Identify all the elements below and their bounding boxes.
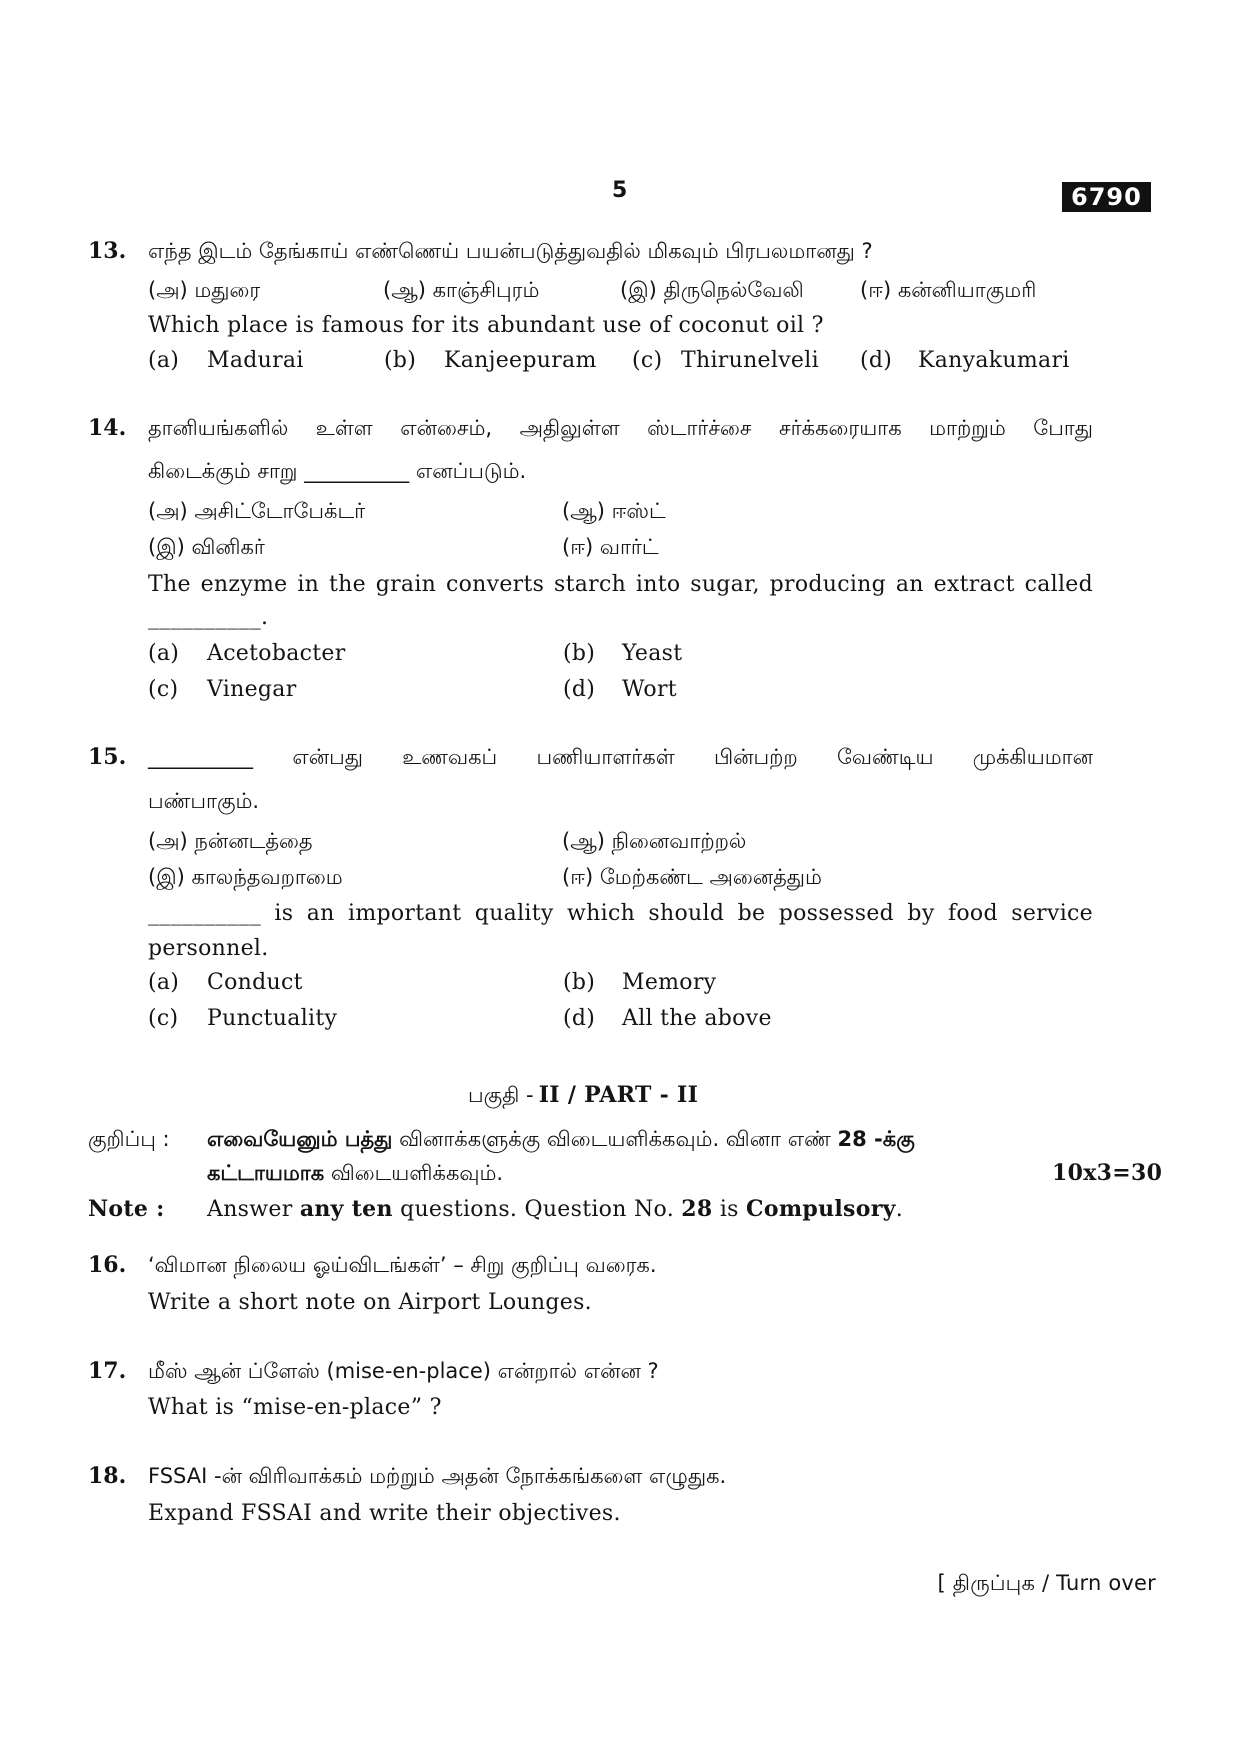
option-letter-c: (c): [632, 348, 663, 373]
question-number: 15.: [88, 744, 127, 770]
option-tamil-b: (ஆ) ஈஸ்ட்: [562, 499, 666, 523]
option-letter-b: (b): [563, 970, 596, 995]
option-tamil-a: (அ) அசிட்டோபேக்டர்: [148, 499, 366, 523]
option-text-a: Madurai: [207, 348, 304, 373]
option-text-b: Memory: [622, 970, 717, 995]
note-text: is: [719, 1197, 739, 1222]
question-number: 13.: [88, 238, 127, 264]
question-text-english-line2: __________.: [148, 605, 269, 630]
option-tamil-c: (இ) காலந்தவறாமை: [148, 865, 343, 889]
turn-over-text: [ திருப்புக / Turn over: [937, 1571, 1156, 1595]
option-letter-a: (a): [148, 641, 180, 666]
question-text-tamil: ‘விமான நிலைய ஓய்விடங்கள்’ – சிறு குறிப்பு வரைக.: [148, 1253, 657, 1277]
question-text-english: Write a short note on Airport Lounges.: [148, 1290, 592, 1315]
option-letter-a: (a): [148, 348, 180, 373]
question-text-english-line2: personnel.: [148, 936, 269, 961]
question-text-tamil: மீஸ் ஆன் ப்ளேஸ் (mise-en-place) என்றால் என்ன ?: [148, 1359, 659, 1383]
option-text-c: Punctuality: [207, 1006, 338, 1031]
note-emphasis: கட்டாயமாக: [207, 1161, 325, 1185]
note-tamil-line2: [207, 1158, 503, 1188]
question-text-english: What is “mise-en-place” ?: [148, 1395, 442, 1420]
option-text-a: Acetobacter: [207, 641, 346, 666]
option-tamil-b: (ஆ) நினைவாற்றல்: [562, 829, 747, 853]
marks-allocation: 10x3=30: [1052, 1160, 1163, 1186]
option-letter-c: (c): [148, 1006, 179, 1031]
option-tamil-c: (இ) திருநெல்வேலி: [620, 278, 804, 302]
option-text-a: Conduct: [207, 970, 303, 995]
question-text-tamil-line1: தானியங்களில் உள்ள என்சைம், அதிலுள்ள ஸ்டார்ச்சை சர்க்கரையாக மாற்றும் போது: [148, 416, 1093, 440]
note-emphasis: any ten: [299, 1196, 393, 1222]
note-tamil-label: குறிப்பு :: [88, 1127, 170, 1151]
question-text-english-line1: __________ is an important quality which should be possessed by food service: [148, 901, 1093, 926]
note-text: questions. Question No.: [400, 1197, 674, 1222]
note-emphasis: Compulsory: [746, 1196, 896, 1222]
note-emphasis: 28: [681, 1196, 713, 1222]
note-tamil-line1: [207, 1124, 915, 1154]
question-text-english: Which place is famous for its abundant use of coconut oil ?: [148, 313, 824, 338]
option-letter-d: (d): [563, 677, 596, 702]
note-english-text: [207, 1194, 903, 1225]
option-tamil-d: (ஈ) கன்னியாகுமரி: [860, 278, 1037, 302]
option-letter-a: (a): [148, 970, 180, 995]
option-tamil-a: (அ) மதுரை: [148, 278, 261, 302]
question-text-english-line1: The enzyme in the grain converts starch into sugar, producing an extract called: [148, 572, 1093, 597]
question-text-english: Expand FSSAI and write their objectives.: [148, 1501, 621, 1526]
option-tamil-a: (அ) நன்னடத்தை: [148, 829, 313, 853]
option-tamil-d: (ஈ) மேற்கண்ட அனைத்தும்: [562, 865, 822, 889]
question-text-tamil-line2: கிடைக்கும் சாறு __________ எனப்படும்.: [148, 459, 527, 483]
note-english-label: Note :: [88, 1196, 165, 1222]
option-letter-b: (b): [384, 348, 417, 373]
note-text: .: [895, 1197, 903, 1222]
question-text-tamil-line2: பண்பாகும்.: [148, 789, 260, 813]
option-tamil-c: (இ) வினிகர்: [148, 535, 265, 559]
note-text: வினாக்களுக்கு விடையளிக்கவும். வினா எண்: [399, 1127, 831, 1151]
turn-over-footer: [938, 1568, 1156, 1598]
question-text-tamil: FSSAI -ன் விரிவாக்கம் மற்றும் அதன் நோக்கங்களை எழுதுக.: [148, 1464, 727, 1488]
question-number: 17.: [88, 1358, 127, 1384]
question-text-tamil-line1: __________ என்பது உணவகப் பணியாளர்கள் பின்பற்ற வேண்டிய முக்கியமான: [148, 745, 1093, 769]
option-text-d: All the above: [622, 1006, 772, 1031]
paper-code-badge: 6790: [1062, 182, 1151, 212]
option-tamil-b: (ஆ) காஞ்சிபுரம்: [383, 278, 540, 302]
option-text-b: Yeast: [622, 641, 683, 666]
option-tamil-d: (ஈ) வார்ட்: [562, 535, 659, 559]
part-heading-tamil: பகுதி -: [468, 1083, 534, 1107]
question-number: 18.: [88, 1463, 127, 1489]
note-text: Answer: [207, 1197, 293, 1222]
note-emphasis: 28 -க்கு: [837, 1127, 915, 1151]
option-letter-c: (c): [148, 677, 179, 702]
option-letter-d: (d): [860, 348, 893, 373]
part-heading-english: II / PART - II: [538, 1082, 699, 1108]
option-text-c: Vinegar: [207, 677, 297, 702]
option-text-b: Kanjeepuram: [444, 348, 597, 373]
page-number: 5: [612, 178, 628, 203]
option-text-d: Wort: [622, 677, 677, 702]
option-text-c: Thirunelveli: [681, 348, 819, 373]
option-letter-d: (d): [563, 1006, 596, 1031]
question-text-tamil: எந்த இடம் தேங்காய் எண்ணெய் பயன்படுத்துவதில் மிகவும் பிரபலமானது ?: [148, 239, 873, 263]
note-text: விடையளிக்கவும்.: [330, 1161, 504, 1185]
option-text-d: Kanyakumari: [918, 348, 1070, 373]
question-number: 16.: [88, 1252, 127, 1278]
part-heading: [468, 1080, 698, 1110]
note-emphasis: எவையேனும் பத்து: [207, 1127, 393, 1151]
question-number: 14.: [88, 415, 127, 441]
option-letter-b: (b): [563, 641, 596, 666]
